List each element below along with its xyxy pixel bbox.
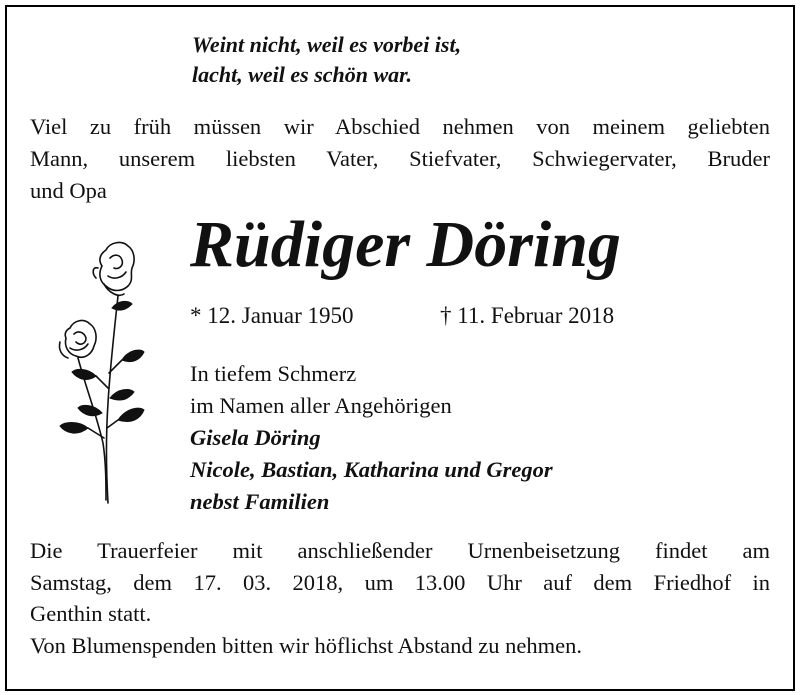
motto-line-1: Weint nicht, weil es vorbei ist,	[192, 32, 462, 57]
intro-line-1: Viel zu früh müssen wir Abschied nehmen von meinem geliebten	[30, 114, 770, 139]
rose-icon	[48, 238, 158, 508]
service-line-4: Von Blumenspenden bitten wir höflichst Abstand zu nehmen.	[30, 632, 583, 658]
intro-line-3: und Opa	[30, 178, 107, 203]
deceased-name: Rüdiger Döring	[190, 208, 621, 281]
motto-verse	[192, 30, 461, 90]
mourner-name: nebst Familien	[190, 489, 330, 514]
motto-line-2: lacht, weil es schön war.	[192, 62, 413, 87]
service-line-1: Die Trauerfeier mit anschließender Urnenbeisetzung findet am	[30, 538, 770, 563]
mourners-line-1: In tiefem Schmerz	[190, 361, 357, 386]
intro-text	[30, 111, 770, 207]
mourners-line-2: im Namen aller Angehörigen	[190, 393, 452, 418]
service-line-2: Samstag, dem 17. 03. 2018, um 13.00 Uhr auf dem Friedhof in	[30, 569, 770, 595]
intro-line-2: Mann, unserem liebsten Vater, Stiefvater, Schwiegervater, Bruder	[30, 146, 770, 171]
birth-date: * 12. Januar 1950	[190, 303, 354, 328]
service-line-3: Genthin statt.	[30, 601, 152, 626]
mourners-block	[190, 358, 553, 518]
mourner-name: Gisela Döring	[190, 425, 321, 450]
death-date: † 11. Februar 2018	[440, 303, 615, 328]
mourner-name: Nicole, Bastian, Katharina und Gregor	[190, 457, 553, 482]
service-notice	[30, 535, 770, 661]
